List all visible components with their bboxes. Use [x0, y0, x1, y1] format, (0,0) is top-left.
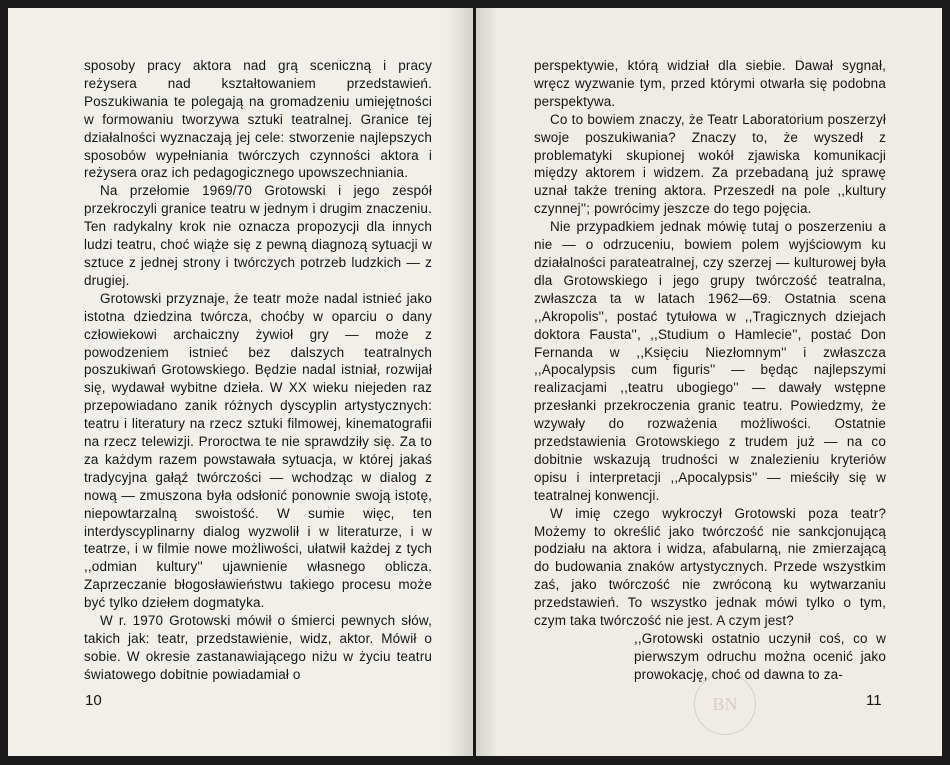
right-page-text: [534, 57, 886, 684]
book-spread: [8, 8, 942, 756]
library-stamp: BN: [694, 673, 756, 735]
left-page: [8, 8, 473, 756]
quote-paragraph: ,,Grotowski ostatnio uczynił coś, co w pierwszym odruchu można ocenić jako prowokację, choć od dawna to za-: [634, 631, 886, 682]
paragraph: W imię czego wykroczył Grotowski poza teatr? Możemy to określić jako twórczość nie sankcjonującą podziału na aktora i widza, afabularną, nie zmierzającą do budowania znaków artystycznych. Przede wszystkim zaś, jako twórczość nie zwróconą ku wytwarzaniu przedstawień. To wszystko jednak mówi tylko o tym, czym taka twórczość nie jest. A czym jest?: [534, 505, 886, 629]
paragraph: W r. 1970 Grotowski mówił o śmierci pewnych słów, takich jak: teatr, przedstawienie, widz, aktor. Mówił o sobie. W okresie zastanawiającego niżu w życiu teatru światowego dobitnie powiadamiał o: [84, 613, 432, 682]
left-page-text: [84, 57, 432, 684]
gutter-shadow: [476, 8, 498, 756]
paragraph: perspektywie, którą widział dla siebie. Dawał sygnał, wręcz wyzwanie tym, przed którymi otwarła się podobna perspektywa.: [534, 58, 886, 109]
paragraph: Co to bowiem znaczy, że Teatr Laboratorium poszerzył swoje poszukiwania? Znaczy to, że wyszedł z problematyki skupionej wokół zjawiska komunikacji między aktorem i widzem. Za przebadaną już sprawę uznał także trening aktora. Przeszedł na pole ,,kultury czynnej''; powrócimy jeszcze do tego pojęcia.: [534, 111, 886, 217]
page-number: 10: [85, 692, 102, 709]
gutter-shadow: [447, 8, 473, 756]
right-page: [476, 8, 942, 756]
paragraph: Grotowski przyznaje, że teatr może nadal istnieć jako istotna dziedzina twórcza, choćby w oparciu o dany człowiekowi archaiczny żywioł gry — może z powodzeniem istnieć bez dalszych teatralnych poszukiwań Grotowskiego. Będzie nadal istniał, rozwijał się, wydawał wybitne dzieła. W XX wieku niejeden raz przepowiadano zanik różnych dyscyplin artystycznych: teatru i literatury na rzecz sztuki filmowej, kinematografii na rzecz telewizji. Proroctwa te nie sprawdziły się. Za to za każdym razem powstawała sytuacja, w której jakaś tradycyjna gałąź twórczości — wchodząc w dialog z nową — zmuszona była odsłonić ponownie swoją istotę, niepowtarzalną swoistość. W sumie więc, ten interdyscyplinarny dialog wyzwolił i w literaturze, i w teatrze, i w filmie nowe możliwości, ułatwił każdej z tych ,,odmian kultury'' ujawnienie własnego oblicza. Zaprzeczanie błogosławieństwu takiego procesu może być tylko dziełem dogmatyka.: [84, 290, 432, 611]
paragraph: sposoby pracy aktora nad grą sceniczną i pracy reżysera nad kształtowaniem przedstawień. Poszukiwania te polegają na gromadzeniu umiejętności w formowaniu tworzywa sztuki teatralnej. Granice tej działalności wyznaczają jej cele: stworzenie najlepszych sposobów wypełniania twórczych czynności aktora i reżysera oraz ich pedagogicznego upowszechniania.: [84, 58, 432, 181]
page-number: 11: [866, 692, 882, 709]
paragraph: Na przełomie 1969/70 Grotowski i jego zespół przekroczyli granice teatru w jednym i drugim znaczeniu. Ten radykalny krok nie oznacza propozycji dla innych ludzi teatru, choć wiąże się z pewną diagnozą sytuacji w sztuce z jednej strony i twórczych potrzeb ludzkich — z drugiej.: [84, 183, 432, 288]
paragraph: Nie przypadkiem jednak mówię tutaj o poszerzeniu a nie — o odrzuceniu, bowiem polem wyjściowym ku działalności parateatralnej, czy szerzej — kulturowej była dla Grotowskiego i jego grupy twórczość teatralna, zwłaszcza ta w latach 1962—69. Ostatnia scena ,,Akropolis'', postać tytułowa w ,,Tragicznych dziejach doktora Fausta'', ,,Studium o Hamlecie'', postać Don Fernanda w ,,Księciu Niezłomnym'' i zwłaszcza ,,Apocalypsis cum figuris'' — będąc najlepszymi realizacjami ,,teatru ubogiego'' — dawały wstępne przesłanki przekroczenia granic teatru. Powiedzmy, że wzywały do rozważenia możliwości. Ostatnie przedstawienia Grotowskiego z trudem już — na co dobitnie wskazują trudności w znalezieniu kryteriów opisu i interpretacji ,,Apocalypsis'' — mieściły się w teatralnej konwencji.: [534, 219, 886, 503]
